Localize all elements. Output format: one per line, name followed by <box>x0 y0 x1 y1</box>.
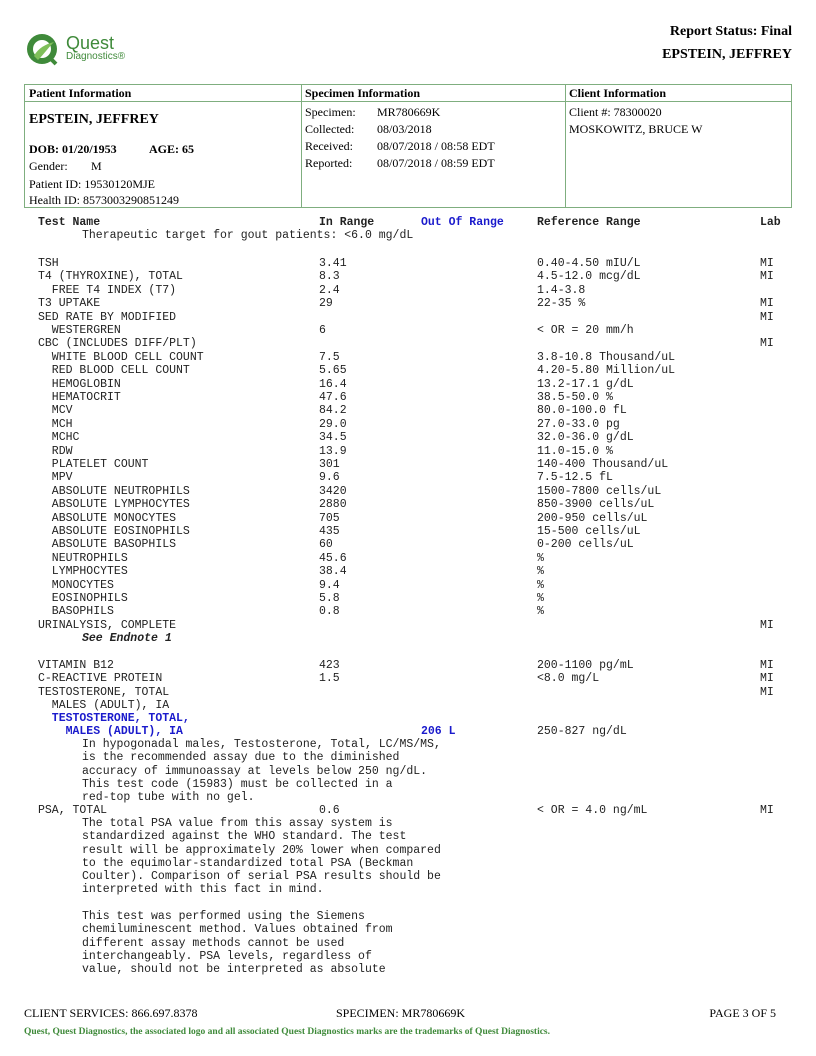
table-row <box>38 592 790 605</box>
test-name: WHITE BLOOD CELL COUNT <box>38 350 204 364</box>
reference-range: 1500-7800 cells/uL <box>537 484 662 498</box>
table-row <box>38 699 790 712</box>
table-row <box>38 257 790 270</box>
lab-code: MI <box>760 685 774 699</box>
table-row <box>38 284 790 297</box>
table-row <box>38 431 790 444</box>
table-row <box>38 605 790 618</box>
reported-label: Reported: <box>305 156 353 170</box>
lab-code: MI <box>760 297 774 311</box>
reference-range: 22-35 % <box>537 297 586 311</box>
patient-gender: M <box>91 159 102 173</box>
in-range-value: 9.4 <box>319 578 340 592</box>
patient-dob: DOB: 01/20/1953 <box>29 142 117 156</box>
psa-name: PSA, TOTAL <box>38 804 108 817</box>
collected-value: 08/03/2018 <box>377 122 432 136</box>
reference-range: 15-500 cells/uL <box>537 525 641 538</box>
in-range-value: 3420 <box>319 484 347 498</box>
test-name: ABSOLUTE BASOPHILS <box>38 538 177 552</box>
table-row <box>38 391 790 404</box>
lab-code: MI <box>760 270 774 284</box>
test-name: NEUTROPHILS <box>38 551 128 565</box>
in-range-value: 29 <box>319 297 333 311</box>
reference-range: 11.0-15.0 % <box>537 444 613 458</box>
page-number: PAGE 3 OF 5 <box>709 1006 776 1020</box>
lab-code: MI <box>760 618 774 632</box>
test-name: LYMPHOCYTES <box>38 565 128 579</box>
test-name: MCH <box>38 417 73 431</box>
testosterone-note: In hypogonadal males, Testosterone, Total, LC/MS/MS, is the recommended assay due to the diminished accuracy of immunoassay at levels below 250 ng/dL. This test code (15983) must be collected in a red-top tube with no gel. <box>82 738 441 805</box>
table-row <box>38 337 790 350</box>
patient-gender-label: Gender: <box>29 159 68 173</box>
table-row <box>38 672 790 685</box>
reference-range: 32.0-36.0 g/dL <box>537 431 634 445</box>
table-row <box>38 297 790 310</box>
in-range-value: 705 <box>319 511 340 525</box>
table-row <box>38 498 790 511</box>
in-range-value: 34.5 <box>319 431 347 445</box>
in-range-value: 45.6 <box>319 551 347 565</box>
footer-specimen: SPECIMEN: MR780669K <box>336 1006 466 1020</box>
table-row <box>38 351 790 364</box>
test-name: MCV <box>38 404 73 418</box>
lab-code: MI <box>760 337 774 351</box>
table-row <box>38 378 790 391</box>
table-row <box>38 471 790 484</box>
reference-range: 4.5-12.0 mcg/dL <box>537 270 641 284</box>
flagged-reference: 250-827 ng/dL <box>537 725 627 738</box>
collected-label: Collected: <box>305 122 355 136</box>
reference-range: 1.4-3.8 <box>537 283 586 297</box>
table-row <box>38 659 790 672</box>
test-name: HEMOGLOBIN <box>38 377 121 391</box>
logo-word-diagnostics: Diagnostics® <box>66 51 126 62</box>
in-range-value: 5.65 <box>319 364 347 378</box>
lab-code: MI <box>760 257 774 270</box>
reference-range: 3.8-10.8 Thousand/uL <box>537 350 676 364</box>
client-services: CLIENT SERVICES: 866.697.8378 <box>24 1006 198 1020</box>
endnote-link[interactable]: See Endnote 1 <box>82 632 172 645</box>
test-name: ABSOLUTE EOSINOPHILS <box>38 525 190 538</box>
reported-value: 08/07/2018 / 08:59 EDT <box>377 156 495 170</box>
in-range-value: 7.5 <box>319 350 340 364</box>
col-lab: Lab <box>760 216 781 229</box>
table-row <box>38 686 790 699</box>
flagged-test-subname: MALES (ADULT), IA <box>38 725 183 738</box>
psa-row <box>38 804 790 817</box>
patient-info-header: Patient Information <box>29 86 132 100</box>
in-range-value: 38.4 <box>319 565 347 579</box>
reference-range: % <box>537 565 544 579</box>
specimen-info-header: Specimen Information <box>305 86 420 100</box>
col-reference-range: Reference Range <box>537 216 641 229</box>
table-row <box>38 579 790 592</box>
reference-range: 140-400 Thousand/uL <box>537 458 669 471</box>
report-status: Report Status: Final <box>669 24 792 39</box>
received-label: Received: <box>305 139 353 153</box>
test-name: ABSOLUTE LYMPHOCYTES <box>38 498 190 512</box>
col-test-name: Test Name <box>38 216 101 229</box>
test-name: TESTOSTERONE, TOTAL <box>38 685 170 699</box>
test-name: T4 (THYROXINE), TOTAL <box>38 270 183 284</box>
in-range-value: 84.2 <box>319 404 347 418</box>
flagged-out-value: 206 L <box>421 725 456 738</box>
in-range-value: 2.4 <box>319 283 340 297</box>
test-name: MPV <box>38 471 73 485</box>
test-name: MONOCYTES <box>38 578 114 592</box>
in-range-value: 29.0 <box>319 417 347 431</box>
test-name: WESTERGREN <box>38 324 121 337</box>
psa-lab: MI <box>760 804 774 817</box>
quest-logo-icon <box>24 30 62 68</box>
test-name: SED RATE BY MODIFIED <box>38 310 177 324</box>
test-name: RED BLOOD CELL COUNT <box>38 364 190 378</box>
client-number: Client #: 78300020 <box>569 105 662 119</box>
trademark-notice: Quest, Quest Diagnostics, the associated logo and all associated Quest Diagnostics marks are the trademarks of Quest Diagnostics. <box>24 1027 551 1037</box>
table-row <box>38 445 790 458</box>
table-row <box>38 485 790 498</box>
client-info-header: Client Information <box>569 86 666 100</box>
in-range-value: 1.5 <box>319 672 340 686</box>
health-id: Health ID: 8573003290851249 <box>29 193 179 207</box>
reference-range: 0.40-4.50 mIU/L <box>537 257 641 270</box>
in-range-value: 60 <box>319 538 333 552</box>
test-name: RDW <box>38 444 73 458</box>
specimen-value: MR780669K <box>377 105 441 119</box>
table-row <box>38 324 790 337</box>
reference-range: 7.5-12.5 fL <box>537 471 613 485</box>
table-row <box>38 552 790 565</box>
patient-id: Patient ID: 19530120MJE <box>29 177 155 191</box>
reference-range: 80.0-100.0 fL <box>537 404 627 418</box>
in-range-value: 0.8 <box>319 605 340 619</box>
table-row <box>38 364 790 377</box>
reference-range: <8.0 mg/L <box>537 672 600 686</box>
gout-note: Therapeutic target for gout patients: <6.0 mg/dL <box>82 229 414 242</box>
patient-age: AGE: 65 <box>149 142 194 156</box>
table-row <box>38 270 790 283</box>
flagged-row-name1 <box>38 712 790 725</box>
table-row <box>38 404 790 417</box>
in-range-value: 47.6 <box>319 391 347 404</box>
lab-results <box>38 216 790 986</box>
test-name: BASOPHILS <box>38 605 114 619</box>
table-row <box>38 538 790 551</box>
column-divider <box>565 85 566 207</box>
table-row <box>38 311 790 324</box>
in-range-value: 435 <box>319 525 340 538</box>
psa-reference: < OR = 4.0 ng/mL <box>537 804 648 817</box>
in-range-value: 3.41 <box>319 257 347 270</box>
patient-name: EPSTEIN, JEFFREY <box>29 112 159 127</box>
test-name: EOSINOPHILS <box>38 592 128 605</box>
info-box <box>24 84 792 208</box>
table-row <box>38 512 790 525</box>
psa-note-2: This test was performed using the Siemens chemiluminescent method. Values obtained from different assay methods cannot be used interchangeably. PSA levels, regardless of value, should not be interpreted as absolute <box>82 910 393 977</box>
in-range-value: 301 <box>319 458 340 471</box>
in-range-value: 9.6 <box>319 471 340 485</box>
lab-header-row <box>38 216 790 230</box>
table-row <box>38 525 790 538</box>
psa-in-range: 0.6 <box>319 804 340 817</box>
reference-range: % <box>537 592 544 605</box>
test-name: T3 UPTAKE <box>38 297 101 311</box>
reference-range: < OR = 20 mm/h <box>537 324 634 337</box>
test-name: CBC (INCLUDES DIFF/PLT) <box>38 337 197 351</box>
lab-code: MI <box>760 310 774 324</box>
reference-range: % <box>537 605 544 619</box>
flagged-test-name: TESTOSTERONE, TOTAL, <box>38 712 190 725</box>
test-name: ABSOLUTE MONOCYTES <box>38 511 177 525</box>
test-name: VITAMIN B12 <box>38 659 114 672</box>
test-name: FREE T4 INDEX (T7) <box>38 283 177 297</box>
test-name: URINALYSIS, COMPLETE <box>38 618 177 632</box>
table-row <box>38 619 790 632</box>
table-row <box>38 418 790 431</box>
column-divider <box>301 85 302 207</box>
in-range-value: 13.9 <box>319 444 347 458</box>
in-range-value: 5.8 <box>319 592 340 605</box>
client-name: MOSKOWITZ, BRUCE W <box>569 122 703 136</box>
test-name: MALES (ADULT), IA <box>38 698 170 712</box>
reference-range: % <box>537 578 544 592</box>
psa-note-1: The total PSA value from this assay system is standardized against the WHO standard. The test result will be approximately 20% lower when compared to the equimolar-standardized total PSA (Beckman Coulter). Comparison of serial PSA results should be interpreted with this fact in mind. <box>82 817 441 897</box>
test-name: HEMATOCRIT <box>38 391 121 404</box>
col-in-range: In Range <box>319 216 375 229</box>
quest-logo <box>24 28 164 68</box>
header-patient-name: EPSTEIN, JEFFREY <box>662 47 792 62</box>
table-row <box>38 458 790 471</box>
specimen-label: Specimen: <box>305 105 356 119</box>
reference-range: 200-1100 pg/mL <box>537 659 634 672</box>
test-name: ABSOLUTE NEUTROPHILS <box>38 484 190 498</box>
test-name: TSH <box>38 257 59 270</box>
in-range-value: 2880 <box>319 498 347 512</box>
lab-code: MI <box>760 659 774 672</box>
reference-range: 850-3900 cells/uL <box>537 498 655 512</box>
test-name: MCHC <box>38 431 80 445</box>
in-range-value: 8.3 <box>319 270 340 284</box>
reference-range: 13.2-17.1 g/dL <box>537 377 634 391</box>
test-name: C-REACTIVE PROTEIN <box>38 672 163 686</box>
in-range-value: 423 <box>319 659 340 672</box>
reference-range: 200-950 cells/uL <box>537 511 648 525</box>
col-out-of-range: Out Of Range <box>421 216 504 229</box>
reference-range: 0-200 cells/uL <box>537 538 634 552</box>
lab-code: MI <box>760 672 774 686</box>
test-name: PLATELET COUNT <box>38 458 149 471</box>
reference-range: 27.0-33.0 pg <box>537 417 620 431</box>
flagged-row <box>38 725 790 738</box>
received-value: 08/07/2018 / 08:58 EDT <box>377 139 495 153</box>
reference-range: 4.20-5.80 Million/uL <box>537 364 676 378</box>
in-range-value: 6 <box>319 324 326 337</box>
in-range-value: 16.4 <box>319 377 347 391</box>
table-row <box>38 565 790 578</box>
reference-range: 38.5-50.0 % <box>537 391 613 404</box>
reference-range: % <box>537 551 544 565</box>
logo-word-quest: Quest <box>66 33 115 53</box>
